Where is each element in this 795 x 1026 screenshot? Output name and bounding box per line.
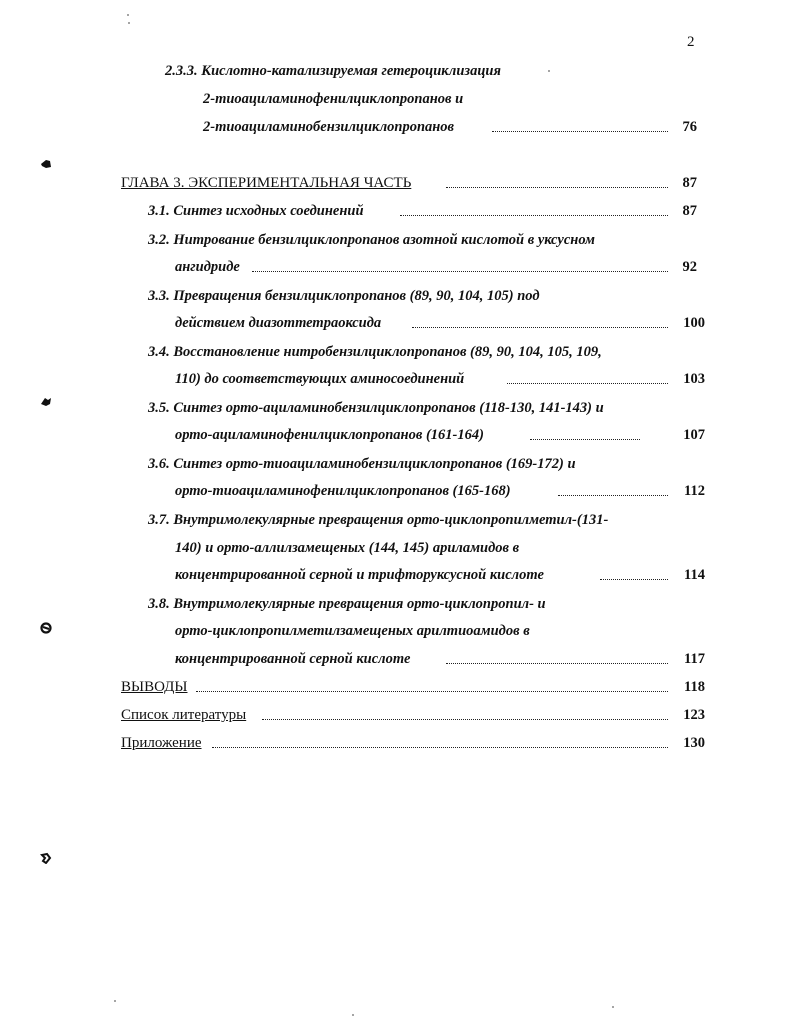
toc-3-6-line1: 3.6. Синтез орто-тиоациламинобензилциклопропанов (169-172) и [148,456,576,472]
toc-3-8-line3: концентрированной серной кислоте [175,651,411,667]
toc-3-8-page: 117 [684,651,705,667]
toc-dots [507,383,668,384]
toc-chapter-3-page: 87 [682,175,697,191]
toc-dots [412,327,668,328]
toc-3-8-line1: 3.8. Внутримолекулярные превращения орто-циклопропил- и [148,596,546,612]
toc-3-8-line2: орто-циклопропилметилзамещеных арилтиоамидов в [175,623,530,639]
toc-3-2-page: 92 [682,259,697,275]
toc-dots [530,439,640,440]
toc-dots [492,131,668,132]
toc-dots [196,691,668,692]
toc-dots [212,747,668,748]
toc-appendix-page: 130 [683,735,705,751]
toc-2-3-3-line1: 2.3.3. Кислотно-катализируемая гетероциклизация [165,63,501,79]
toc-3-3-page: 100 [683,315,705,331]
toc-3-4-line2: 110) до соответствующих аминосоединений [175,371,465,387]
scan-speck [352,1014,354,1016]
toc-3-2-line1: 3.2. Нитрование бензилциклопропанов азотной кислотой в уксусном [148,232,595,248]
toc-conclusions-page: 118 [684,679,705,695]
toc-dots [446,663,668,664]
toc-2-3-3-line2: 2-тиоациламинофенилциклопропанов и [203,91,464,107]
scan-speck [127,14,129,16]
toc-3-7-line2: 140) и орто-аллилзамещеных (144, 145) ариламидов в [175,540,520,556]
toc-3-5-line2: орто-ациламинофенилциклопропанов (161-164) [175,427,484,443]
scan-mark-icon [40,158,52,170]
toc-conclusions-title[interactable]: ВЫВОДЫ [121,679,188,695]
toc-references-title[interactable]: Список литературы [121,707,247,723]
scan-speck [548,70,550,72]
scan-speck [128,22,130,24]
toc-dots [446,187,668,188]
toc-3-1-line1: 3.1. Синтез исходных соединений [148,203,364,219]
toc-2-3-3-line3: 2-тиоациламинобензилциклопропанов [203,119,455,135]
scan-mark-icon [40,396,52,408]
toc-3-7-page: 114 [684,567,705,583]
toc-chapter-3-title[interactable]: ГЛАВА 3. ЭКСПЕРИМЕНТАЛЬНАЯ ЧАСТЬ [121,175,412,191]
scan-mark-icon [40,852,52,864]
toc-3-4-page: 103 [683,371,705,387]
toc-appendix-title[interactable]: Приложение [121,735,202,751]
toc-dots [400,215,668,216]
toc-3-6-line2: орто-тиоациламинофенилциклопропанов (165-168) [175,483,511,499]
toc-dots [252,271,668,272]
toc-3-5-line1: 3.5. Синтез орто-ациламинобензилциклопропанов (118-130, 141-143) и [148,400,604,416]
page-number: 2 [687,34,695,50]
toc-3-7-line3: концентрированной серной и трифторуксусной кислоте [175,567,544,583]
scan-speck [612,1006,614,1008]
toc-dots [558,495,668,496]
toc-3-3-line1: 3.3. Превращения бензилциклопропанов (89, 90, 104, 105) под [148,288,540,304]
toc-3-1-page: 87 [682,203,697,219]
toc-3-4-line1: 3.4. Восстановление нитробензилциклопропанов (89, 90, 104, 105, 109, [148,344,602,360]
toc-2-3-3-page: 76 [682,119,697,135]
scan-mark-icon [40,622,52,634]
scan-speck [114,1000,116,1002]
toc-3-2-line2: ангидриде [175,259,240,275]
toc-3-3-line2: действием диазоттетраоксида [175,315,382,331]
toc-dots [262,719,668,720]
toc-dots [600,579,668,580]
toc-references-page: 123 [683,707,705,723]
toc-3-6-page: 112 [684,483,705,499]
toc-3-7-line1: 3.7. Внутримолекулярные превращения орто-циклопропилметил-(131- [148,512,609,528]
toc-3-5-page: 107 [683,427,705,443]
